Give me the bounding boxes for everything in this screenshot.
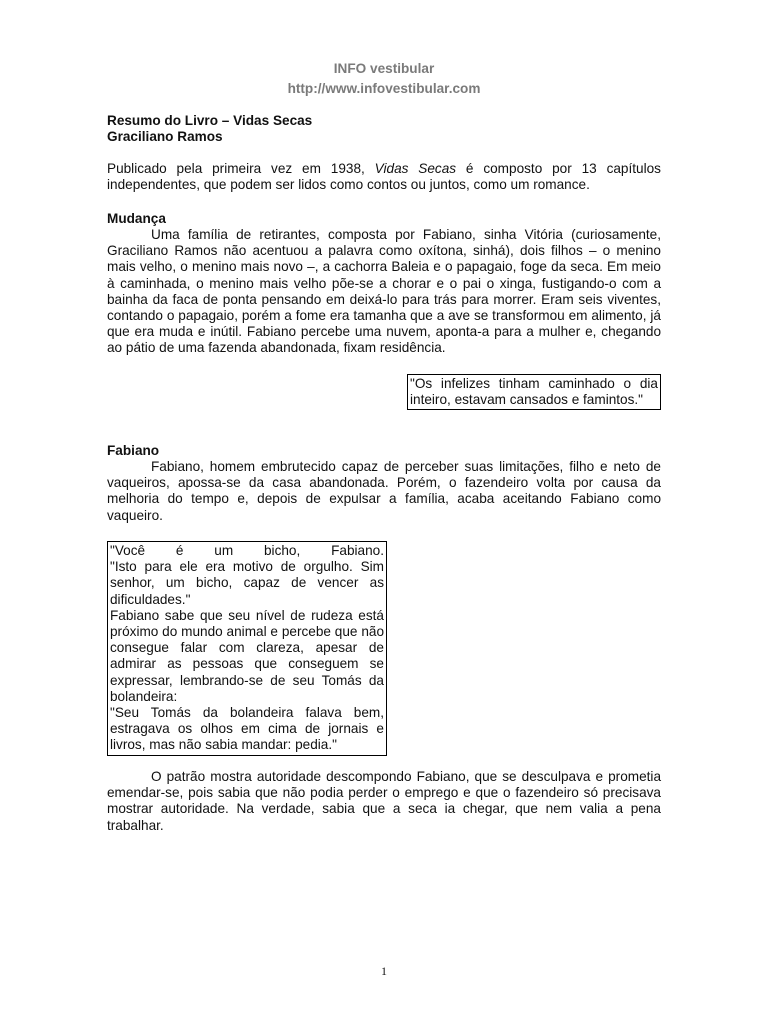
site-name: INFO vestibular bbox=[333, 61, 435, 76]
section-paragraph-patrao: O patrão mostra autoridade descompondo Fabiano, que se desculpava e prometia emendar-se, pois sabia que não podia perder o emprego e que o fazendeiro só precisava mostrar autoridade. Na verdade, sabia que a seca ia chegar, que nem valia a pena trabalhar. bbox=[107, 769, 661, 833]
section-heading-mudanca: Mudança bbox=[107, 211, 166, 226]
quote-line: "Isto para ele era motivo de orgulho. Sim senhor, um bicho, capaz de vencer as dificuldades." bbox=[110, 559, 384, 607]
quote-box-mudanca bbox=[407, 374, 661, 410]
section-paragraph-fabiano: Fabiano, homem embrutecido capaz de perceber suas limitações, filho e neto de vaqueiros, apossa-se da casa abandonada. Porém, o fazendeiro volta por causa da melhoria do tempo e, depois de expulsar a família, acaba aceitando Fabiano como vaqueiro. bbox=[107, 459, 661, 523]
quote-box-fabiano bbox=[107, 541, 387, 756]
quote-line: "Seu Tomás da bolandeira falava bem, estragava os olhos em cima de jornais e livros, mas não sabia mandar: pedia." bbox=[110, 705, 384, 753]
page-header bbox=[107, 59, 661, 99]
intro-text-start: Publicado pela primeira vez em 1938, bbox=[107, 161, 375, 176]
intro-paragraph bbox=[107, 161, 661, 193]
intro-book-title: Vidas Secas bbox=[374, 161, 457, 176]
site-url: http://www.infovestibular.com bbox=[287, 81, 481, 96]
title-line-book: Resumo do Livro – Vidas Secas bbox=[107, 113, 313, 128]
section-paragraph-mudanca: Uma família de retirantes, composta por Fabiano, sinha Vitória (curiosamente, Graciliano Ramos não acentuou a palavra como oxítona, sinhá), dois filhos – o menino mais velho, o menino mais novo –, a cachorra Baleia e o papagaio, foge da seca. Em meio à caminhada, o menino mais velho põe-se a chorar e o pai o xinga, fustigando-o com a bainha da faca de ponta pensando em deixá-lo para trás para morrer. Eram seis viventes, contando o papagaio, porém a fome era tamanha que a ave se transformou em alimento, já que era muda e inútil. Fabiano percebe uma nuvem, aponta-a para a mulher e, chegando ao pátio de uma fazenda abandonada, fixam residência. bbox=[107, 227, 661, 356]
document-title bbox=[107, 113, 661, 145]
intro-text-end: é composto por 13 capítulos independentes, que podem ser lidos como contos ou juntos, como um romance. bbox=[107, 161, 661, 193]
quote-line: "Você é um bicho, Fabiano. bbox=[110, 543, 384, 558]
section-heading-fabiano: Fabiano bbox=[107, 443, 160, 458]
quote-line: Fabiano sabe que seu nível de rudeza está próximo do mundo animal e percebe que não consegue falar com clareza, apesar de admirar as pessoas que conseguem se expressar, lembrando-se de seu Tomás da bolandeira: bbox=[110, 607, 384, 704]
title-line-author: Graciliano Ramos bbox=[107, 129, 223, 144]
quote-text: "Os infelizes tinham caminhado o dia inteiro, estavam cansados e famintos." bbox=[410, 376, 658, 408]
page-number: 1 bbox=[381, 964, 387, 978]
document-page bbox=[107, 0, 661, 1024]
